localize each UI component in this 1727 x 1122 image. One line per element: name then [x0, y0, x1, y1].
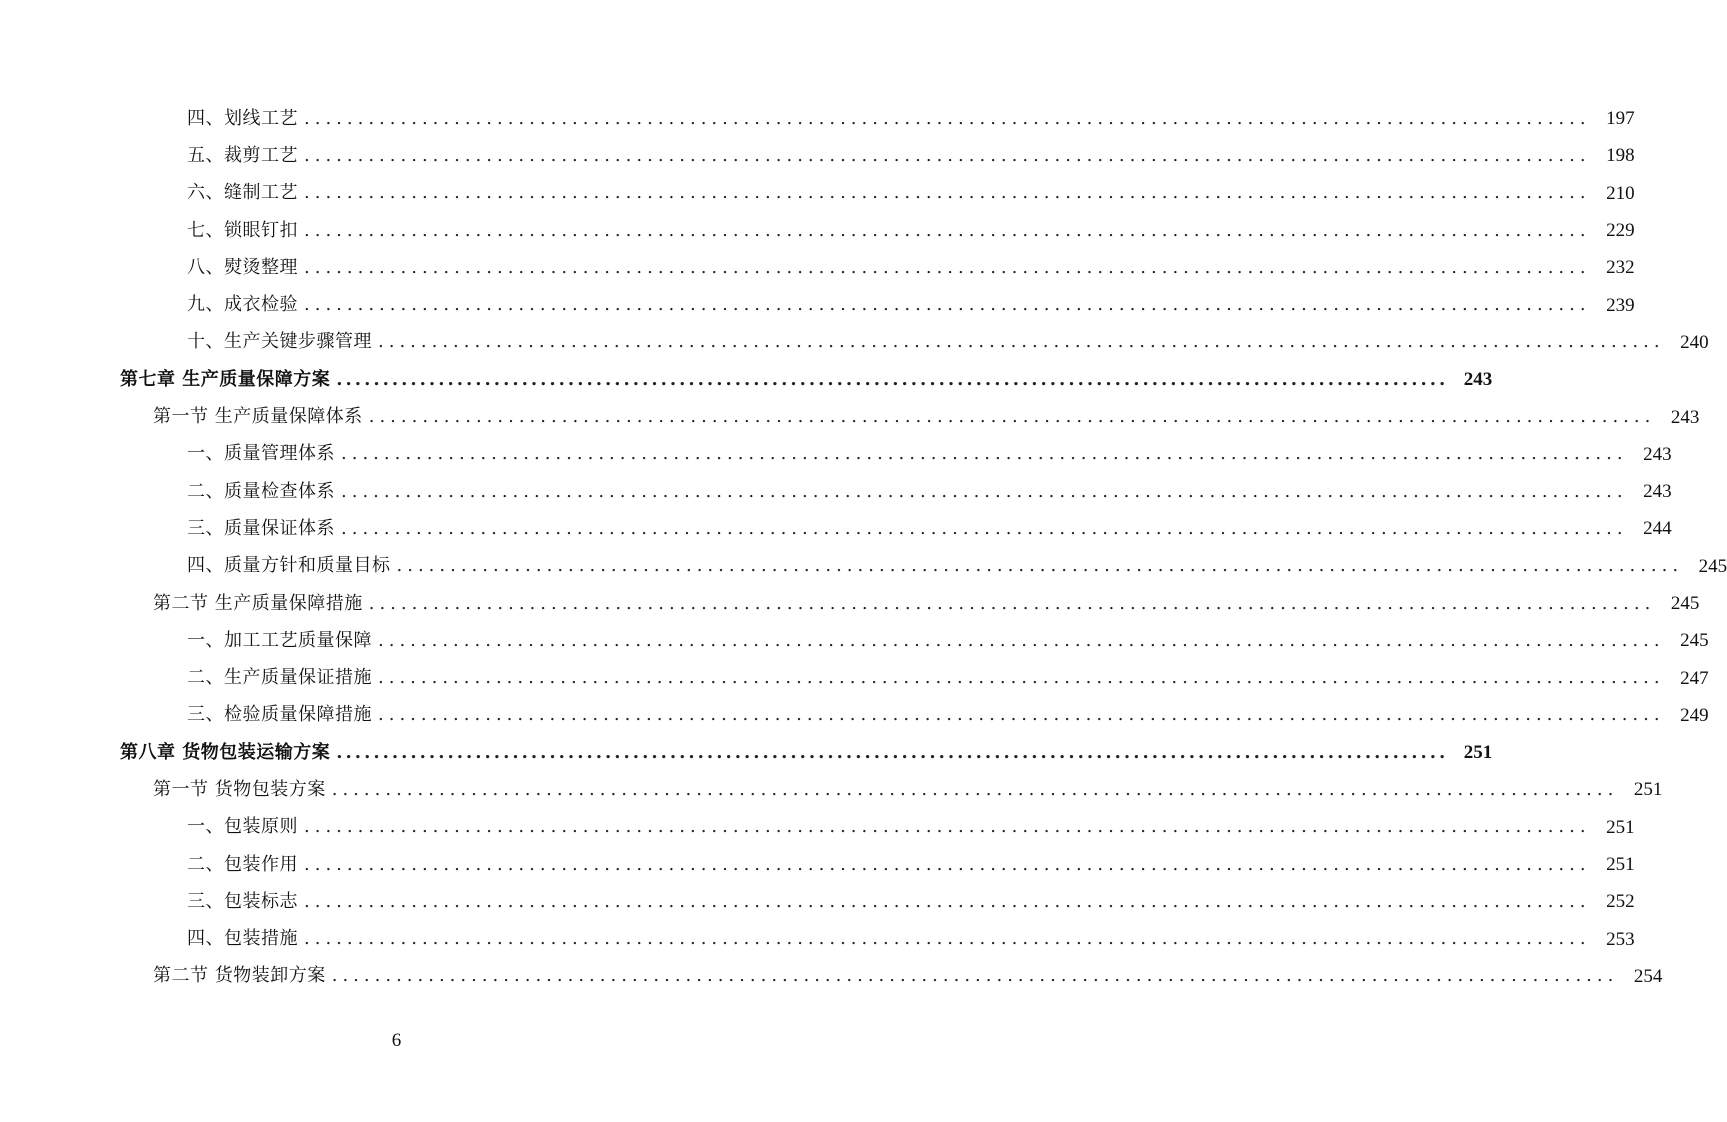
toc-dot-leader: ........................................................................................................................: [341, 480, 1628, 502]
toc-dot-leader: ........................................................................................................................: [336, 368, 1449, 390]
toc-entry-page: 243: [1643, 481, 1672, 503]
toc-dot-leader: ........................................................................................................................: [331, 965, 1619, 987]
toc-entry-item[interactable]: [0, 324, 1709, 361]
toc-entry-item[interactable]: [0, 212, 1635, 249]
toc-dot-leader: ........................................................................................................................: [304, 219, 1591, 241]
toc-entry-title: 一、加工工艺质量保障: [187, 629, 372, 651]
toc-dot-leader: ........................................................................................................................: [378, 704, 1665, 726]
toc-entry-section[interactable]: [0, 771, 1663, 808]
toc-dot-leader: ........................................................................................................................: [341, 443, 1628, 465]
toc-entry-title: 第一节 货物包装方案: [153, 778, 326, 800]
toc-entry-title: 第一节 生产质量保障体系: [153, 406, 363, 428]
toc-entry-page: 249: [1680, 704, 1709, 726]
toc-dot-leader: ........................................................................................................................: [304, 928, 1591, 950]
toc-entry-item[interactable]: [0, 697, 1709, 734]
toc-entry-title: 二、生产质量保证措施: [187, 667, 372, 689]
toc-entry-chapter[interactable]: [0, 734, 1493, 771]
toc-entry-item[interactable]: [0, 846, 1635, 883]
toc-entry-page: 210: [1606, 182, 1635, 204]
toc-entry-item[interactable]: [0, 137, 1635, 174]
toc-entry-item[interactable]: [0, 249, 1635, 286]
toc-entry-page: 254: [1633, 965, 1663, 987]
toc-dot-leader: ........................................................................................................................: [368, 406, 1656, 428]
toc-entry-title: 一、质量管理体系: [187, 443, 335, 465]
toc-entry-title: 九、成衣检验: [187, 294, 298, 316]
toc-dot-leader: ........................................................................................................................: [304, 182, 1591, 204]
toc-entry-page: 251: [1606, 854, 1635, 876]
toc-entry-page: 245: [1670, 593, 1700, 614]
toc-entry-page: 243: [1463, 369, 1493, 391]
toc-entry-title: 二、质量检查体系: [187, 480, 335, 502]
toc-entry-item[interactable]: [0, 622, 1709, 659]
toc-entry-item[interactable]: [0, 175, 1635, 212]
toc-entry-page: 244: [1643, 518, 1672, 540]
toc-entry-title: 一、包装原则: [187, 816, 298, 838]
toc-entry-page: 251: [1633, 779, 1663, 801]
toc-entry-item[interactable]: [0, 548, 1727, 585]
toc-entry-section[interactable]: [0, 958, 1663, 995]
toc-entry-section[interactable]: [0, 585, 1700, 622]
toc-entry-title: 第七章 生产质量保障方案: [120, 368, 331, 390]
toc-entry-page: 197: [1606, 108, 1635, 130]
toc-entry-title: 五、裁剪工艺: [187, 144, 298, 166]
table-of-contents: [0, 100, 1727, 995]
toc-dot-leader: ........................................................................................................................: [341, 517, 1628, 539]
toc-entry-title: 三、包装标志: [187, 890, 298, 912]
toc-entry-item[interactable]: [0, 510, 1672, 547]
toc-dot-leader: ........................................................................................................................: [331, 778, 1619, 800]
toc-dot-leader: ........................................................................................................................: [368, 592, 1656, 614]
toc-dot-leader: ........................................................................................................................: [304, 256, 1591, 278]
toc-entry-title: 第二节 货物装卸方案: [153, 965, 326, 987]
toc-entry-page: 253: [1606, 928, 1635, 950]
toc-dot-leader: ........................................................................................................................: [304, 107, 1591, 129]
toc-entry-item[interactable]: [0, 473, 1672, 510]
toc-dot-leader: ........................................................................................................................: [378, 629, 1665, 651]
toc-entry-page: 232: [1606, 257, 1635, 279]
toc-dot-leader: ........................................................................................................................: [378, 667, 1665, 689]
toc-entry-title: 三、质量保证体系: [187, 517, 335, 539]
toc-entry-item[interactable]: [0, 436, 1672, 473]
toc-entry-title: 第八章 货物包装运输方案: [120, 741, 331, 763]
toc-entry-item[interactable]: [0, 921, 1635, 958]
toc-entry-title: 三、检验质量保障措施: [187, 704, 372, 726]
toc-entry-item[interactable]: [0, 809, 1635, 846]
toc-dot-leader: ........................................................................................................................: [396, 555, 1684, 577]
toc-dot-leader: ........................................................................................................................: [378, 331, 1665, 353]
toc-entry-title: 四、划线工艺: [187, 107, 298, 129]
toc-entry-page: 243: [1643, 443, 1672, 465]
toc-entry-item[interactable]: [0, 883, 1635, 920]
toc-entry-item[interactable]: [0, 659, 1709, 696]
page-number: 6: [391, 1030, 402, 1051]
toc-entry-page: 198: [1606, 145, 1635, 167]
toc-entry-page: 240: [1680, 331, 1709, 353]
toc-entry-page: 251: [1606, 816, 1635, 838]
toc-dot-leader: ........................................................................................................................: [304, 294, 1591, 316]
toc-entry-page: 251: [1463, 742, 1493, 764]
toc-entry-title: 四、质量方针和质量目标: [187, 555, 391, 577]
toc-entry-page: 245: [1698, 555, 1727, 577]
toc-dot-leader: ........................................................................................................................: [336, 741, 1449, 763]
toc-dot-leader: ........................................................................................................................: [304, 144, 1591, 166]
toc-entry-title: 六、缝制工艺: [187, 182, 298, 204]
toc-dot-leader: ........................................................................................................................: [304, 853, 1591, 875]
toc-dot-leader: ........................................................................................................................: [304, 890, 1591, 912]
toc-entry-section[interactable]: [0, 398, 1700, 435]
toc-entry-page: 239: [1606, 294, 1635, 316]
toc-entry-page: 229: [1606, 220, 1635, 242]
toc-dot-leader: ........................................................................................................................: [304, 816, 1591, 838]
toc-entry-title: 七、锁眼钉扣: [187, 219, 298, 241]
toc-entry-title: 二、包装作用: [187, 853, 298, 875]
toc-entry-item[interactable]: [0, 100, 1635, 137]
toc-entry-chapter[interactable]: [0, 361, 1493, 398]
toc-entry-title: 十、生产关键步骤管理: [187, 331, 372, 353]
toc-entry-item[interactable]: [0, 286, 1635, 323]
toc-entry-page: 245: [1680, 630, 1709, 652]
toc-entry-title: 第二节 生产质量保障措施: [153, 592, 363, 614]
toc-entry-page: 252: [1606, 891, 1635, 913]
toc-entry-title: 四、包装措施: [187, 928, 298, 950]
toc-entry-title: 八、熨烫整理: [187, 256, 298, 278]
toc-entry-page: 243: [1670, 406, 1700, 428]
toc-entry-page: 247: [1680, 667, 1709, 689]
